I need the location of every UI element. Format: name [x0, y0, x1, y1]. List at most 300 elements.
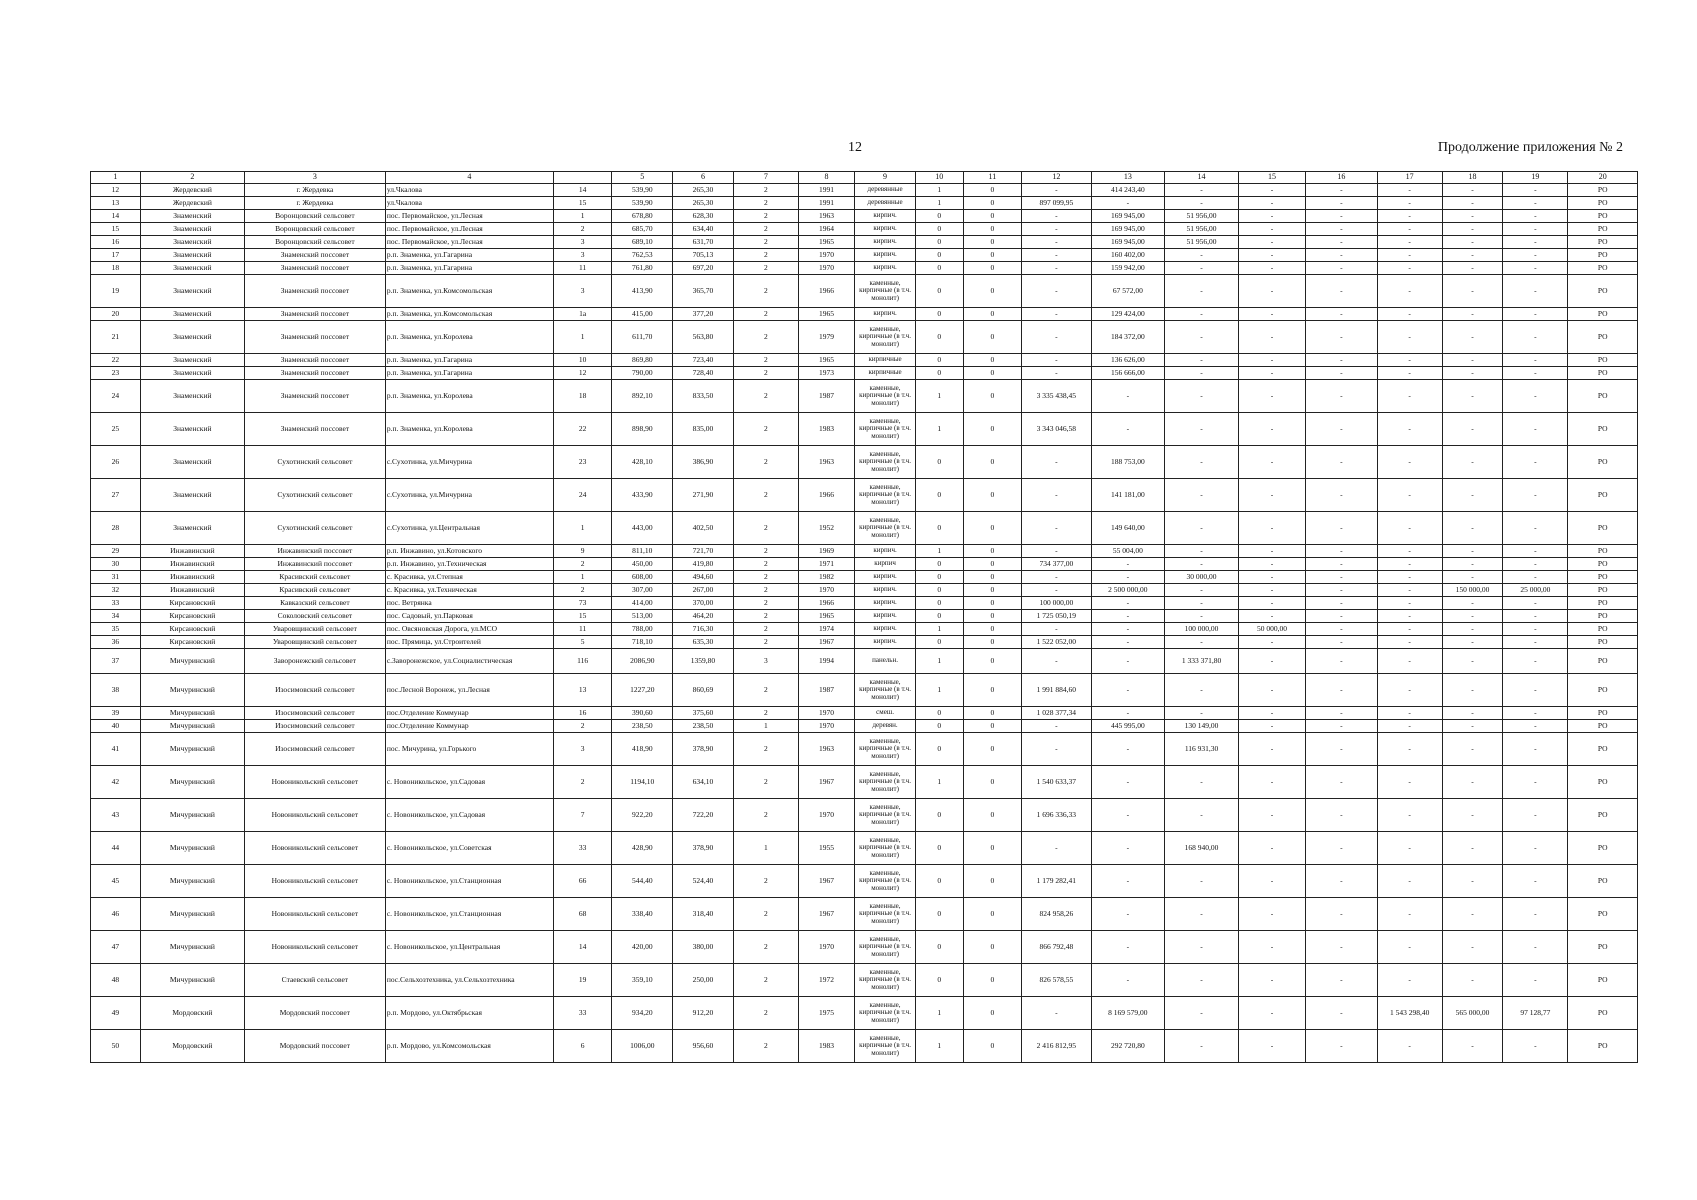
table-cell: 539,90	[612, 184, 673, 197]
table-cell: РО	[1568, 597, 1638, 610]
table-cell: пос. Первомайское, ул.Лесная	[385, 236, 553, 249]
table-cell: кирпич.	[855, 584, 916, 597]
table-cell: Мичуринский	[140, 674, 244, 707]
table-cell: Уваровщинский сельсовет	[244, 623, 385, 636]
table-cell: Сухотинский сельсовет	[244, 446, 385, 479]
table-cell: -	[1091, 610, 1165, 623]
table-cell: 2 500 000,00	[1091, 584, 1165, 597]
table-cell: каменные, кирпичные (в т.ч. монолит)	[855, 479, 916, 512]
table-cell: 0	[963, 236, 1022, 249]
table-cell: 1965	[798, 308, 854, 321]
table-cell: -	[1238, 184, 1305, 197]
table-cell: РО	[1568, 584, 1638, 597]
table-cell: 51 956,00	[1165, 210, 1239, 223]
table-cell: 1991	[798, 184, 854, 197]
table-cell: 0	[915, 512, 963, 545]
table-row	[91, 223, 1638, 236]
table-cell: Инжавинский поссовет	[244, 558, 385, 571]
table-cell: 608,00	[612, 571, 673, 584]
table-cell: -	[1306, 707, 1378, 720]
table-cell: Знаменский поссовет	[244, 275, 385, 308]
table-cell: -	[1091, 865, 1165, 898]
table-cell: -	[1377, 865, 1442, 898]
table-cell: -	[1165, 262, 1239, 275]
table-cell: -	[1442, 898, 1503, 931]
table-cell: 3	[553, 275, 612, 308]
table-cell: 1	[915, 997, 963, 1030]
table-cell: 0	[963, 512, 1022, 545]
table-cell: Знаменский	[140, 249, 244, 262]
table-cell: 1970	[798, 720, 854, 733]
table-cell: Знаменский	[140, 446, 244, 479]
table-cell: 36	[91, 636, 141, 649]
table-cell: 1994	[798, 649, 854, 674]
table-cell: -	[1503, 479, 1568, 512]
table-cell: 27	[91, 479, 141, 512]
table-cell: -	[1503, 649, 1568, 674]
table-cell: -	[1442, 832, 1503, 865]
table-row	[91, 479, 1638, 512]
table-cell: -	[1503, 898, 1568, 931]
table-cell: Знаменский поссовет	[244, 354, 385, 367]
table-cell: Изосимовский сельсовет	[244, 674, 385, 707]
table-cell: -	[1503, 367, 1568, 380]
table-cell: -	[1377, 223, 1442, 236]
table-cell: 73	[553, 597, 612, 610]
table-cell: РО	[1568, 832, 1638, 865]
table-cell: Кирсановский	[140, 636, 244, 649]
table-cell: 50 000,00	[1238, 623, 1305, 636]
table-cell: 2	[733, 571, 798, 584]
table-cell: 433,90	[612, 479, 673, 512]
table-cell: -	[1091, 766, 1165, 799]
table-cell: 377,20	[673, 308, 734, 321]
table-cell: 0	[963, 479, 1022, 512]
table-cell: 2	[733, 597, 798, 610]
table-cell: 0	[915, 308, 963, 321]
table-cell: Знаменский поссовет	[244, 367, 385, 380]
table-cell: Знаменский поссовет	[244, 321, 385, 354]
table-cell: 1 179 282,41	[1022, 865, 1091, 898]
table-cell: 0	[963, 380, 1022, 413]
table-cell: 0	[963, 197, 1022, 210]
table-cell: 450,00	[612, 558, 673, 571]
table-cell: 445 995,00	[1091, 720, 1165, 733]
table-cell: кирпич.	[855, 623, 916, 636]
table-cell: 1967	[798, 766, 854, 799]
table-cell: -	[1091, 380, 1165, 413]
table-cell: кирпич.	[855, 249, 916, 262]
table-cell: с. Новоникольское, ул.Станционная	[385, 898, 553, 931]
table-cell: -	[1377, 413, 1442, 446]
table-cell: 42	[91, 766, 141, 799]
table-cell: 1973	[798, 367, 854, 380]
table-cell: с.Сухотинка, ул.Центральная	[385, 512, 553, 545]
table-cell: 1965	[798, 610, 854, 623]
table-cell: 0	[963, 623, 1022, 636]
table-row	[91, 623, 1638, 636]
table-cell: 12	[553, 367, 612, 380]
table-cell: пос.Лесной Воронеж, ул.Лесная	[385, 674, 553, 707]
table-cell: каменные, кирпичные (в т.ч. монолит)	[855, 997, 916, 1030]
table-cell: 0	[963, 707, 1022, 720]
table-cell: Знаменский	[140, 262, 244, 275]
table-cell: 912,20	[673, 997, 734, 1030]
table-cell: Знаменский	[140, 354, 244, 367]
table-cell: -	[1165, 479, 1239, 512]
table-cell: 2	[733, 197, 798, 210]
column-header: 5	[612, 172, 673, 184]
table-cell: -	[1091, 636, 1165, 649]
table-cell: 1	[915, 623, 963, 636]
table-cell: 1 522 052,00	[1022, 636, 1091, 649]
table-cell: 136 626,00	[1091, 354, 1165, 367]
table-cell: 0	[963, 571, 1022, 584]
table-cell: -	[1306, 512, 1378, 545]
table-cell: 0	[915, 479, 963, 512]
table-cell: -	[1091, 558, 1165, 571]
table-cell: р.п. Знаменка, ул.Комсомольская	[385, 275, 553, 308]
table-cell: 718,10	[612, 636, 673, 649]
table-cell: 1967	[798, 865, 854, 898]
table-cell: 25	[91, 413, 141, 446]
table-cell: 33	[553, 997, 612, 1030]
table-cell: 1	[915, 1030, 963, 1063]
table-cell: -	[1377, 275, 1442, 308]
table-row	[91, 649, 1638, 674]
table-cell: -	[1022, 262, 1091, 275]
table-cell: пос. Первомайское, ул.Лесная	[385, 210, 553, 223]
table-cell: -	[1165, 636, 1239, 649]
table-cell: Мордовский поссовет	[244, 1030, 385, 1063]
table-cell: каменные, кирпичные (в т.ч. монолит)	[855, 512, 916, 545]
table-cell: 30 000,00	[1165, 571, 1239, 584]
table-cell: -	[1306, 832, 1378, 865]
column-header: 17	[1377, 172, 1442, 184]
table-cell: -	[1503, 275, 1568, 308]
table-cell: 826 578,55	[1022, 964, 1091, 997]
table-cell: 1	[553, 210, 612, 223]
table-cell: 7	[553, 799, 612, 832]
table-cell: -	[1238, 545, 1305, 558]
table-cell: 1955	[798, 832, 854, 865]
table-cell: р.п. Знаменка, ул.Комсомольская	[385, 308, 553, 321]
table-cell: -	[1306, 545, 1378, 558]
table-cell: 11	[553, 262, 612, 275]
table-cell: 2	[733, 584, 798, 597]
table-cell: 116	[553, 649, 612, 674]
table-cell: 2	[553, 558, 612, 571]
table-row	[91, 571, 1638, 584]
table-cell: -	[1377, 367, 1442, 380]
table-cell: -	[1022, 545, 1091, 558]
table-cell: -	[1442, 479, 1503, 512]
table-cell: 0	[915, 832, 963, 865]
table-cell: -	[1238, 197, 1305, 210]
table-cell: 2	[733, 558, 798, 571]
table-cell: 41	[91, 733, 141, 766]
table-cell: -	[1377, 964, 1442, 997]
table-cell: 2	[733, 766, 798, 799]
table-cell: -	[1165, 197, 1239, 210]
table-cell: -	[1091, 832, 1165, 865]
table-cell: пос. Мичурина, ул.Горького	[385, 733, 553, 766]
table-cell: 539,90	[612, 197, 673, 210]
table-cell: -	[1442, 733, 1503, 766]
table-cell: 1966	[798, 275, 854, 308]
table-cell: РО	[1568, 262, 1638, 275]
table-cell: -	[1238, 275, 1305, 308]
table-cell: 2	[733, 223, 798, 236]
table-cell: -	[1377, 623, 1442, 636]
table-cell: -	[1091, 707, 1165, 720]
table-cell: -	[1442, 558, 1503, 571]
table-cell: 414,00	[612, 597, 673, 610]
table-cell: 169 945,00	[1091, 223, 1165, 236]
table-cell: -	[1022, 571, 1091, 584]
table-cell: -	[1442, 623, 1503, 636]
table-cell: -	[1238, 649, 1305, 674]
table-cell: 722,20	[673, 799, 734, 832]
table-cell: 1952	[798, 512, 854, 545]
table-cell: 1	[915, 674, 963, 707]
table-cell: -	[1503, 623, 1568, 636]
table-row	[91, 558, 1638, 571]
table-cell: 628,30	[673, 210, 734, 223]
table-cell: -	[1306, 623, 1378, 636]
table-cell: 2	[733, 210, 798, 223]
table-cell: -	[1442, 931, 1503, 964]
table-cell: 2	[733, 446, 798, 479]
table-row	[91, 367, 1638, 380]
table-cell: 1970	[798, 249, 854, 262]
table-cell: Изосимовский сельсовет	[244, 733, 385, 766]
table-cell: -	[1306, 413, 1378, 446]
table-cell: РО	[1568, 210, 1638, 223]
table-cell: -	[1442, 380, 1503, 413]
table-cell: -	[1306, 733, 1378, 766]
table-cell: -	[1306, 321, 1378, 354]
table-cell: -	[1091, 898, 1165, 931]
table-cell: -	[1503, 733, 1568, 766]
table-cell: Мордовский	[140, 1030, 244, 1063]
table-cell: Инжавинский	[140, 558, 244, 571]
column-header: 13	[1091, 172, 1165, 184]
table-cell: -	[1022, 623, 1091, 636]
table-cell: панельн.	[855, 649, 916, 674]
table-cell: 338,40	[612, 898, 673, 931]
table-cell: 6	[553, 1030, 612, 1063]
table-cell: кирпич.	[855, 236, 916, 249]
table-cell: 0	[963, 597, 1022, 610]
table-cell: р.п. Знаменка, ул.Королева	[385, 380, 553, 413]
table-cell: 20	[91, 308, 141, 321]
table-cell: Воронцовский сельсовет	[244, 223, 385, 236]
table-cell: -	[1165, 799, 1239, 832]
table-cell: Стаевский сельсовет	[244, 964, 385, 997]
table-cell: Мичуринский	[140, 799, 244, 832]
table-cell: -	[1377, 799, 1442, 832]
table-cell: 265,30	[673, 197, 734, 210]
table-cell: -	[1377, 931, 1442, 964]
column-header: 1	[91, 172, 141, 184]
table-cell: -	[1503, 931, 1568, 964]
table-cell: РО	[1568, 571, 1638, 584]
table-cell: -	[1022, 223, 1091, 236]
appendix-title: Продолжение приложения № 2	[1437, 140, 1623, 155]
table-cell: Новоникольский сельсовет	[244, 865, 385, 898]
table-cell: -	[1442, 720, 1503, 733]
table-cell: Знаменский	[140, 210, 244, 223]
table-cell: -	[1503, 571, 1568, 584]
table-cell: -	[1238, 1030, 1305, 1063]
table-cell: РО	[1568, 898, 1638, 931]
table-cell: -	[1503, 597, 1568, 610]
table-cell: -	[1442, 249, 1503, 262]
table-cell: 0	[915, 584, 963, 597]
table-cell: -	[1165, 766, 1239, 799]
table-cell: -	[1306, 649, 1378, 674]
table-cell: РО	[1568, 964, 1638, 997]
table-cell: РО	[1568, 1030, 1638, 1063]
table-cell: Знаменский поссовет	[244, 380, 385, 413]
table-cell: -	[1503, 446, 1568, 479]
table-cell: РО	[1568, 249, 1638, 262]
table-cell: пос. Прямица, ул.Строителей	[385, 636, 553, 649]
table-cell: 2	[733, 997, 798, 1030]
table-cell: 0	[915, 210, 963, 223]
table-cell: -	[1165, 584, 1239, 597]
table-row	[91, 249, 1638, 262]
table-cell: кирпич.	[855, 545, 916, 558]
column-header: 4	[385, 172, 553, 184]
table-cell: 18	[91, 262, 141, 275]
table-cell: РО	[1568, 413, 1638, 446]
table-cell: 2	[733, 898, 798, 931]
table-cell: -	[1165, 964, 1239, 997]
table-cell: -	[1022, 446, 1091, 479]
table-cell: -	[1091, 623, 1165, 636]
table-cell: -	[1377, 479, 1442, 512]
table-cell: 0	[915, 597, 963, 610]
table-cell: Новоникольский сельсовет	[244, 799, 385, 832]
table-cell: 788,00	[612, 623, 673, 636]
table-cell: 3 335 438,45	[1022, 380, 1091, 413]
table-cell: РО	[1568, 197, 1638, 210]
table-cell: 2	[733, 636, 798, 649]
table-cell: 1 991 884,60	[1022, 674, 1091, 707]
table-cell: -	[1377, 610, 1442, 623]
column-header: 2	[140, 172, 244, 184]
table-cell: 0	[915, 931, 963, 964]
table-cell: 0	[963, 413, 1022, 446]
table-cell: 415,00	[612, 308, 673, 321]
table-cell: 0	[915, 636, 963, 649]
table-cell: 169 945,00	[1091, 210, 1165, 223]
table-cell: 23	[91, 367, 141, 380]
table-cell: РО	[1568, 321, 1638, 354]
table-cell: -	[1306, 964, 1378, 997]
table-cell: 1983	[798, 1030, 854, 1063]
column-header: 3	[244, 172, 385, 184]
table-row	[91, 275, 1638, 308]
table-cell: 150 000,00	[1442, 584, 1503, 597]
table-cell: -	[1503, 236, 1568, 249]
table-cell: 2	[733, 249, 798, 262]
table-cell: 2	[733, 262, 798, 275]
table-cell: 524,40	[673, 865, 734, 898]
table-cell: -	[1238, 931, 1305, 964]
table-cell: р.п. Мордово, ул.Октябрьская	[385, 997, 553, 1030]
table-cell: р.п. Знаменка, ул.Гагарина	[385, 367, 553, 380]
table-cell: Кирсановский	[140, 623, 244, 636]
table-cell: р.п. Мордово, ул.Комсомольская	[385, 1030, 553, 1063]
table-cell: -	[1442, 636, 1503, 649]
table-cell: 39	[91, 707, 141, 720]
table-body	[91, 184, 1638, 1063]
table-cell: г. Жердевка	[244, 184, 385, 197]
table-cell: кирпич.	[855, 610, 916, 623]
table-cell: -	[1165, 184, 1239, 197]
table-cell: 1965	[798, 354, 854, 367]
table-cell: -	[1377, 766, 1442, 799]
table-cell: 1 696 336,33	[1022, 799, 1091, 832]
table-row	[91, 321, 1638, 354]
table-cell: Инжавинский	[140, 584, 244, 597]
table-cell: 15	[91, 223, 141, 236]
table-cell: -	[1165, 249, 1239, 262]
table-cell: Знаменский	[140, 321, 244, 354]
table-cell: -	[1306, 446, 1378, 479]
table-cell: РО	[1568, 512, 1638, 545]
table-cell: -	[1238, 321, 1305, 354]
table-cell: деревянные	[855, 184, 916, 197]
table-cell: -	[1306, 236, 1378, 249]
table-cell: 1991	[798, 197, 854, 210]
table-cell: -	[1165, 545, 1239, 558]
table-cell: -	[1306, 865, 1378, 898]
table-cell: Новоникольский сельсовет	[244, 898, 385, 931]
table-cell: 0	[963, 733, 1022, 766]
table-cell: каменные, кирпичные (в т.ч. монолит)	[855, 799, 916, 832]
table-cell: -	[1306, 479, 1378, 512]
table-cell: 3 343 046,58	[1022, 413, 1091, 446]
table-cell: -	[1377, 571, 1442, 584]
table-cell: Новоникольский сельсовет	[244, 832, 385, 865]
table-cell: 1969	[798, 545, 854, 558]
table-cell: 1а	[553, 308, 612, 321]
table-cell: 418,90	[612, 733, 673, 766]
table-cell: -	[1377, 584, 1442, 597]
column-header: 7	[733, 172, 798, 184]
table-cell: 378,90	[673, 733, 734, 766]
table-cell: -	[1442, 308, 1503, 321]
table-cell: -	[1238, 367, 1305, 380]
table-cell: -	[1238, 223, 1305, 236]
table-row	[91, 197, 1638, 210]
table-cell: Кирсановский	[140, 610, 244, 623]
table-cell: 2	[733, 865, 798, 898]
table-cell: 2	[733, 799, 798, 832]
table-cell: Мичуринский	[140, 720, 244, 733]
table-cell: 318,40	[673, 898, 734, 931]
table-cell: 0	[963, 545, 1022, 558]
table-cell: 1967	[798, 636, 854, 649]
table-cell: -	[1238, 512, 1305, 545]
table-cell: -	[1091, 674, 1165, 707]
column-header: 14	[1165, 172, 1239, 184]
table-cell: 51 956,00	[1165, 236, 1239, 249]
